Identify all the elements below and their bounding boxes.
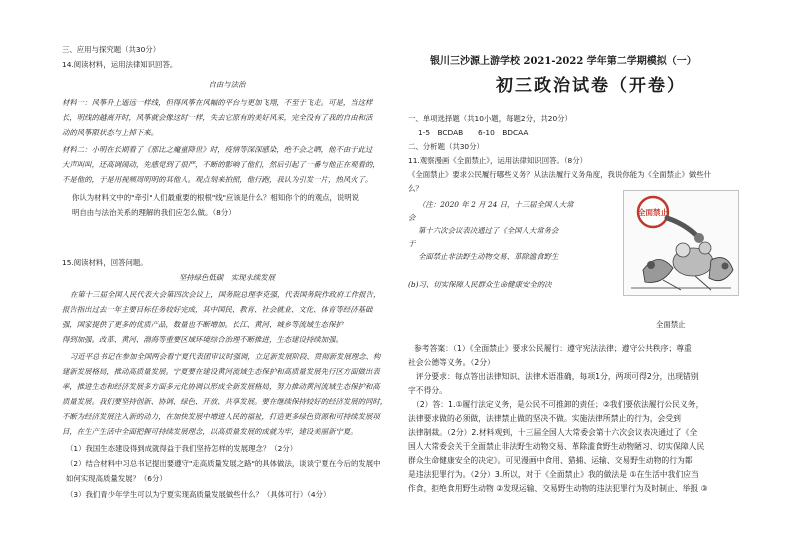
reference-line: 评分要求：每点答出法律知识、法律术语准确，每项1分，两项可得2分，出现错别 [408, 372, 699, 381]
q15-para2-line: 不断为经济发展注入新的动力，在加快发展中增进人民的福祉，打造更多绿色资源和可持续发展项 [62, 412, 380, 421]
q15-q3: （3）我们青少年学生可以为宁夏实现高质量发展做些什么？（具体可行）（4分） [66, 490, 331, 499]
reference-line: 作食，拒绝食用野生动物 ②发现运输、交易野生动物的违法犯罪行为及时制止、举报 ③ [408, 484, 708, 493]
cartoon-badge-text: 全面禁止 [638, 208, 668, 217]
q15-q2-line: 如何实现高质量发展？（6分） [66, 474, 167, 483]
reference-line: 国人大常委会关于全面禁止非法野生动物交易、革除滥食野生动物陋习、切实保障人民 [408, 442, 705, 451]
q14-m1-line: 材料一：风筝升上遥远一样线，但得风筝在风幅的平台与更加飞翔，不至于飞走。可是，当这样 [62, 98, 373, 107]
ban-cartoon-illustration [623, 190, 739, 296]
q14-title: 14.阅读材料，运用法律知识回答。 [62, 60, 178, 69]
reference-line: 法律制裁。（2分）2.材料观到，十三届全国人大常委会第十六次会议表决通过了《全 [408, 428, 698, 437]
q14-m1-line: 长，明线的越离开时，风筝就会像这时一样，失去它原有的美好风采，完全没有了我的自由和活 [62, 113, 373, 122]
school-title: 银川三沙源上游学校 2021-2022 学年第二学期模拟（一） [430, 56, 697, 67]
reference-line: 社会公德等义务。（2分） [408, 358, 495, 367]
q15-para2-line: 目，在生产生活中全面把握可持续发展理念，以高质量发展的成就为牢，建设美丽新宁夏。 [62, 427, 358, 436]
q14-m1-line: 动的风筝限状态与上掉下来。 [62, 128, 159, 137]
q15-title: 15.阅读材料，回答问题。 [62, 258, 148, 267]
q15-q1: （1）我国生态建设得到成就得益于我们坚持怎样的发展理念？（2分） [66, 444, 298, 453]
q14-question-line: 明自由与法治关系的理解的我们应怎么做。（8分） [72, 208, 236, 217]
q15-para2-line: 质量发展。我们要坚持创新、协调、绿色、开放、共享发展。要在继续保持较好的经济发展的同时， [62, 397, 388, 406]
note-line: (b)习、切实保障人民群众生命健康安全的决 [408, 280, 552, 289]
q14-subtitle: 自由与法治 [208, 80, 246, 89]
q15-subtitle: 坚持绿色低碳 实现永续发展 [178, 273, 276, 282]
section-1-answers: 1-5 BCDAB 6-10 BDCAA [418, 128, 529, 137]
reference-line: 字不得分。 [408, 386, 447, 395]
q11-question-line: 么？ [408, 184, 423, 193]
q11-question-line: 《全面禁止》要求公民履行哪些义务？从法法履行义务角度，我说你能为《全面禁止》做些什 [408, 170, 712, 179]
note-line: （注：2020 年 2 月 24 日，十三届全国人大常 [418, 200, 574, 209]
section-title: 三、应用与探究题（共30分） [62, 45, 161, 54]
q15-q2-line: （2）结合材料中习总书记提出要遵守"走高质量发展之路"的具体做法，谈谈宁夏在今后的发展中 [66, 459, 381, 468]
q14-question-line: 你认为材料文中的"牵引"人们最重要的根根"线"应该是什么？相知你个的的观点，说明说 [72, 193, 360, 202]
q14-m2-line: 材料二：小明在长期看了《那比之魔童降世》时，疫情等深深感染，绝不会之晒，他不由于此过 [62, 145, 373, 154]
q14-m2-line: 大声叫叫，还高调闹动，先感觉到了很严，不断的影响了他们，然后引起了一番与他正在观看的， [62, 160, 380, 169]
q15-para2-line: 率，推进生态和经济发展多方面多元化协调以形成全新发展格局，努力推动黄河流域生态保护和高 [62, 382, 380, 391]
exam-title: 初三政治试卷（开卷） [496, 76, 686, 96]
reference-line: 群众生命健康安全的决定》。可见漫画中食用、猎捕、运输、交易野生动物的行为都 [408, 456, 693, 465]
section-1-title: 一、单项选择题（共10小题，每题2分，共20分） [408, 114, 572, 123]
reference-line: （2）答：1.①履行法定义务，是公民不可推卸的责任；②我们要依法履行公民义务， [408, 400, 704, 409]
q15-para1-line: 强，国家提供了更多的优质产品，数量也不断增加。长江、黄河、城乡等流域生态保护 [62, 320, 343, 329]
note-line: 全面禁止非法野生动物交易、革除滥食野生 [418, 252, 559, 261]
note-line: 第十六次会议表决通过了《全国人大常务会 [418, 226, 559, 235]
q15-para1-line: 得到加强。改革、黄河、渤海等重要区域环境综合治理不断推进，生态建设持续加强。 [62, 335, 343, 344]
q15-para1-line: 报告指出过去一年主要目标任务较好完成，其中国民、教育、社会就业、文化、体育等经济基础 [62, 305, 373, 314]
cartoon-caption: 全面禁止 [656, 320, 686, 329]
q15-para1-line: 在第十三届全国人民代表大会第四次会议上，国务院总理李克强，代表国务院作政府工作报告， [70, 290, 381, 299]
q11-title: 11.观察漫画《全面禁止》，运用法律知识回答。（8分） [408, 156, 588, 165]
reference-line: 是违法犯罪行为。（2分）3.所以，对于《全面禁止》我的做法是 ①在生活中我们应当 [408, 470, 699, 479]
section-2-title: 二、分析题（共30分） [408, 142, 484, 151]
reference-line: 法律要求做的必须做，法律禁止做的坚决不做。实施法律所禁止的行为，会受到 [408, 414, 681, 423]
note-line: 会 [408, 213, 416, 222]
q15-para2-line: 建新发展格局，推动高质量发展。宁夏要在建设黄河流域生态保护和高质量发展先行区方面做出表 [62, 367, 380, 376]
reference-answer-label: 参考答案：（1）《全面禁止》要求公民履行：遵守宪法法律；遵守公共秩序；尊重 [414, 344, 692, 353]
q15-para2-line: 习近平总书记在参加全国两会看宁夏代表团审议时强调，立足新发展阶段、贯彻新发展理念、构 [70, 352, 381, 361]
note-line: 于 [408, 239, 416, 248]
q14-m2-line: 不是他的，于是用视频周明明的其他人。观点刻来拍照，他行跑，我认为引发一片，热风火了。 [62, 175, 373, 184]
